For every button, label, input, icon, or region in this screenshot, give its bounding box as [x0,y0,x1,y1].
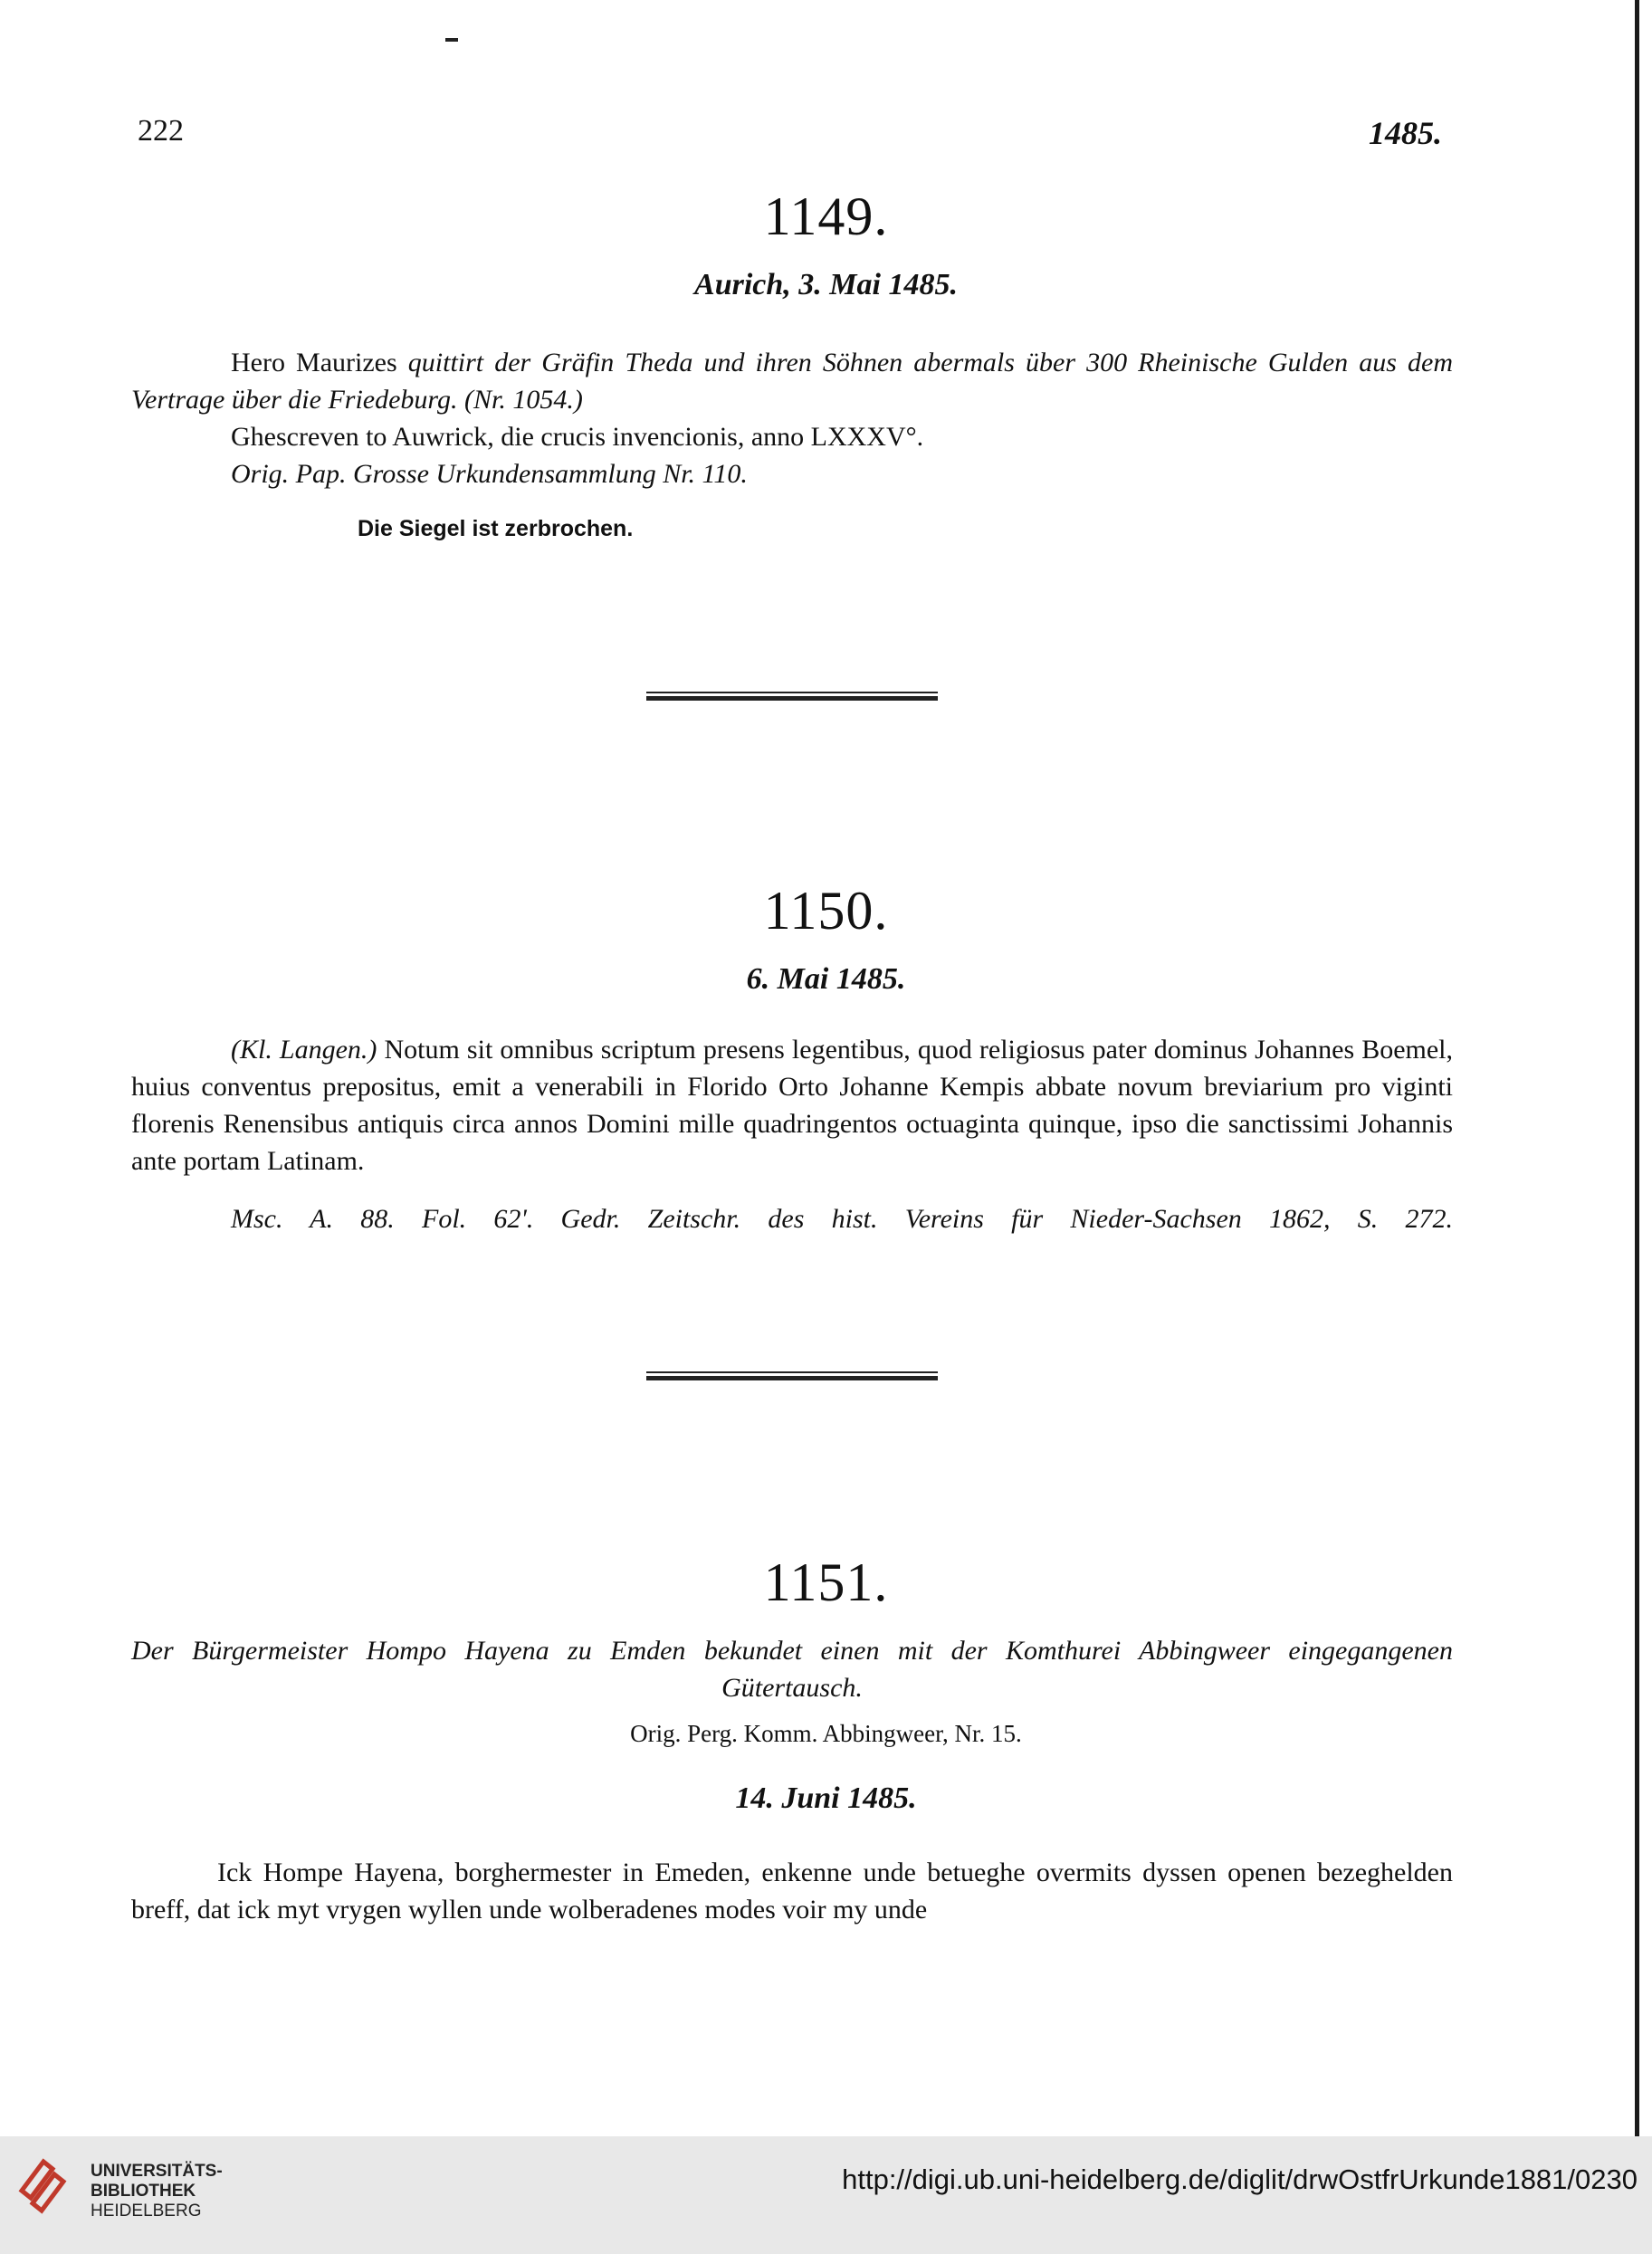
document-source-1150: Msc. A. 88. Fol. 62'. Gedr. Zeitschr. des hist. Vereins für Nieder-Sachsen 1862, S. 272. [231,1204,1453,1234]
digitization-footer [0,2136,1652,2254]
document-dating-line-1149: Ghescreven to Auwrick, die crucis invencionis, anno LXXXV°. [231,422,924,452]
text-body: Ick Hompe Hayena, borghermester in Emeden, enkenne unde betueghe overmits dyssen openen bezeghelden breff, dat ick myt vrygen wyllen unde wolberadenes modes voir my unde [131,1858,1453,1924]
document-summary-1149 [131,344,1453,418]
document-text-1151 [131,1854,1453,1928]
section-separator [646,1371,938,1380]
document-source-1151: Orig. Perg. Komm. Abbingweer, Nr. 15. [630,1720,1022,1747]
summary-italic: quittirt der Gräfin Theda und ihren Söhnen abermals über 300 Rheinische Gulden aus dem Vertrage über die Friedeburg. (Nr. 1054.) [131,348,1454,415]
library-name-line3: HEIDELBERG [91,2201,202,2221]
summary-lead: Hero Maurizes [231,348,397,377]
document-date-1149: Aurich, 3. Mai 1485. [694,268,958,301]
library-logo-icon [16,2154,78,2216]
document-number-1151: 1151. [763,1552,889,1612]
text-body: Notum sit omnibus scriptum presens legentibus, quod religiosus pater dominus Johannes Boemel, huius conventus prepositus, emit a venerabili in Florido Orto Johanne Kempis abbate novum breviarium pro viginti florenis Renensibus antiquis circa annos Domini mille quadringentos octuaginta quinque, ipso die sanctissimi Johannis ante portam Latinam. [131,1035,1454,1176]
running-header-year: 1485. [1369,115,1442,151]
document-date-1151: 14. Juni 1485. [735,1781,917,1815]
library-name-line2: BIBLIOTHEK [91,2182,196,2201]
page-number: 222 [138,114,184,148]
document-date-1150: 6. Mai 1485. [746,962,906,996]
permalink-url[interactable]: http://digi.ub.uni-heidelberg.de/diglit/drwOstfrUrkunde1881/0230 [842,2163,1638,2195]
document-summary-1151: Der Bürgermeister Hompo Hayena zu Emden bekundet einen mit der Komthurei Abbingweer eingegangenen Gütertausch. [131,1636,1453,1703]
scan-mark [445,38,458,42]
text-italic-lead: (Kl. Langen.) [231,1035,377,1065]
page-edge [1635,0,1639,2136]
library-name-line1: UNIVERSITÄTS- [91,2162,223,2181]
document-text-1150 [131,1031,1453,1180]
document-number-1150: 1150. [763,881,889,941]
document-source-1149: Orig. Pap. Grosse Urkundensammlung Nr. 110. [231,459,748,489]
seal-note: Die Siegel ist zerbrochen. [358,516,634,541]
section-separator [646,692,938,701]
document-number-1149: 1149. [763,186,889,246]
library-name [91,2162,223,2221]
